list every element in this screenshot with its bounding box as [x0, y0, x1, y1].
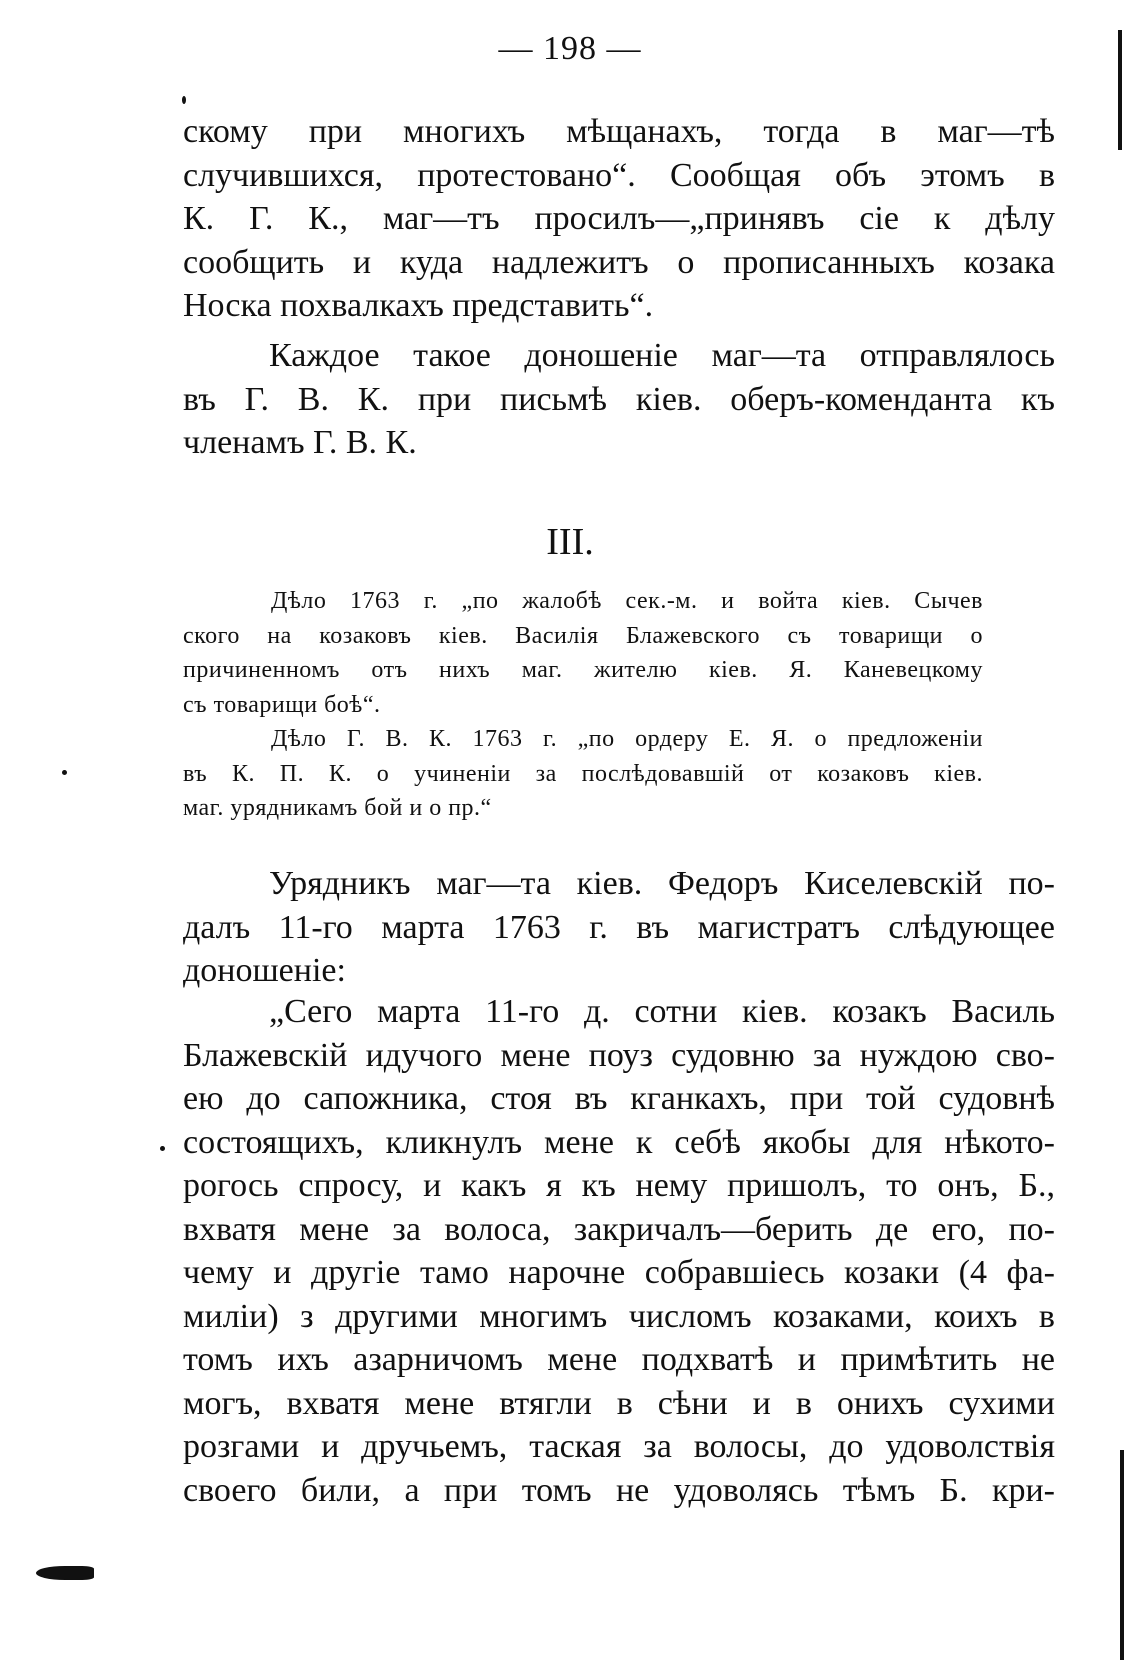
note-line: Дѣло Г. В. К. 1763 г. „по ордеру Е. Я. о предложеніи [271, 726, 983, 752]
note-line: Дѣло 1763 г. „по жалобѣ сек.-м. и войта кіев. Сычев [271, 588, 983, 614]
paragraph-quoted-report [183, 990, 1055, 1512]
scan-edge-line [1120, 1450, 1124, 1660]
paragraph-continuation [183, 110, 1055, 328]
text-line: томъ ихъ азарничомъ мене подхватѣ и примѣтить не [183, 1341, 1055, 1378]
paragraph-report-intro [183, 862, 1055, 993]
text-line: вхватя мене за волоса, закричалъ—берить де его, по- [183, 1210, 1055, 1248]
note-line: ского на козаковъ кіев. Василія Блажевского съ товарищи о [183, 622, 983, 649]
text-line: въ Г. В. К. при письмѣ кіев. оберъ-коменданта къ [183, 380, 1055, 418]
archival-notes [183, 584, 983, 826]
text-line: чему и другіе тамо нарочне собравшіесь козаки (4 фа- [183, 1254, 1055, 1291]
paragraph-reports [183, 334, 1055, 465]
text-line: „Сего марта 11-го д. сотни кіев. козакъ Василь [269, 993, 1055, 1030]
ink-speck [160, 1146, 165, 1151]
note-line: причиненномъ отъ нихъ маг. жителю кіев. Я. Каневецкому [183, 657, 983, 683]
text-line: розгами и дручьемъ, таская за волосы, до удоволствія [183, 1428, 1055, 1465]
text-line: состоящихъ, кликнулъ мене к себѣ якобы для нѣкото- [183, 1123, 1055, 1161]
text-line: Блажевскій идучого мене поуз судовню за нуждою сво- [183, 1036, 1055, 1074]
text-line: скому при многихъ мѣщанахъ, тогда в маг—тѣ [183, 113, 1055, 150]
note-line: въ К. П. К. о учиненіи за послѣдовавшій от козаковъ кіев. [183, 760, 983, 787]
ink-speck [182, 96, 186, 104]
note-line: съ товарищи боѣ“. [183, 691, 381, 718]
text-line: миліи) з другими многимъ числомъ козаками, коихъ в [183, 1297, 1055, 1335]
text-line: К. Г. К., маг—тъ просилъ—„принявъ сіе к дѣлу [183, 200, 1055, 237]
text-line: рогось спросу, и какъ я къ нему пришолъ, то онъ, Б., [183, 1167, 1055, 1204]
text-line: ею до сапожника, стоя въ кганкахъ, при той судовнѣ [183, 1080, 1055, 1117]
text-line: членамъ Г. В. К. [183, 424, 417, 461]
text-line: могъ, вхватя мене втягли в сѣни и в онихъ сухими [183, 1384, 1055, 1422]
text-line: Урядникъ маг—та кіев. Федоръ Киселевскій по- [269, 865, 1055, 902]
text-line: Каждое такое доношеніе маг—та отправлялось [269, 337, 1055, 374]
note-line: маг. урядникамъ бой и о пр.“ [183, 795, 492, 821]
scan-edge-line [1118, 30, 1122, 150]
text-line: случившихся, протестовано“. Сообщая объ этомъ в [183, 156, 1055, 194]
ink-smudge [36, 1566, 94, 1580]
ink-speck [62, 770, 67, 775]
text-line: своего били, а при томъ не удоволясь тѣмъ Б. кри- [183, 1471, 1055, 1509]
section-heading: III. [546, 521, 594, 563]
text-line: сообщить и куда надлежитъ о прописанныхъ козака [183, 243, 1055, 281]
text-line: далъ 11-го марта 1763 г. въ магистратъ слѣдующее [183, 908, 1055, 946]
text-line: доношеніе: [183, 952, 346, 989]
text-line: Носка похвалкахъ представить“. [183, 287, 654, 324]
page-number: — 198 — [498, 30, 642, 67]
